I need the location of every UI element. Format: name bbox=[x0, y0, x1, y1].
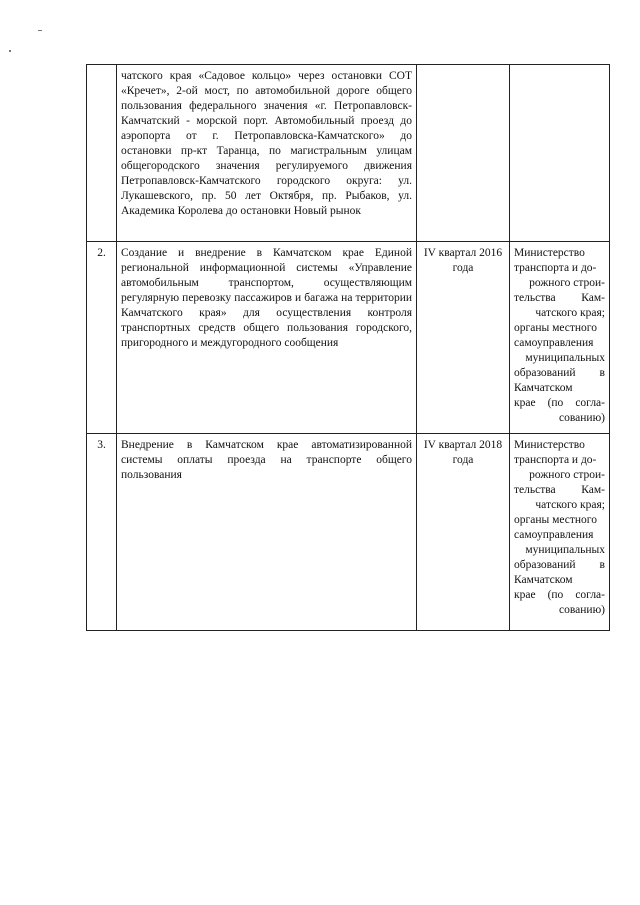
responsible-line: самоуправления bbox=[514, 337, 594, 349]
row-number: 3. bbox=[87, 434, 117, 631]
responsible-line: крае (по согла- bbox=[514, 397, 605, 409]
responsible-line: образований в bbox=[514, 367, 605, 379]
responsible-line: транспорта и до- bbox=[514, 262, 597, 274]
responsible-line: Министерство bbox=[514, 439, 585, 451]
row-number bbox=[87, 65, 117, 242]
deadline: IV квартал 2018 года bbox=[417, 434, 510, 631]
responsible-line: транспорта и до- bbox=[514, 454, 597, 466]
responsible-line: органы местного bbox=[514, 514, 597, 526]
responsible bbox=[510, 242, 610, 434]
responsible-line: чатского края; bbox=[535, 307, 605, 319]
measure-text: чатского края «Садовое кольцо» через остановки СОТ «Кречет», 2-ой мост, по автомобильной дороге общего пользования федерального значения «г. Петропавловск-Камчатский - морской порт. Автомобильный проезд до аэропорта от г. Петропавловска-Камчатского» до остановки пр-кт Таранца, по магистральным улицам общегородского значения регулируемого движения Петропавловск-Камчатского городского округа: ул. Лукашевского, пр. 50 лет Октября, пр. Рыбаков, ул. Академика Королева до остановки Новый рынок bbox=[121, 70, 412, 217]
deadline: IV квартал 2016 года bbox=[417, 242, 510, 434]
measure-description bbox=[117, 242, 417, 434]
responsible-line: рожного строи- bbox=[529, 469, 605, 481]
responsible-line: сованию) bbox=[559, 604, 605, 616]
table-row bbox=[87, 65, 610, 242]
responsible bbox=[510, 65, 610, 242]
responsible-line: Камчатском bbox=[514, 574, 573, 586]
responsible-line: муниципальных bbox=[525, 352, 605, 364]
scan-speck bbox=[9, 50, 11, 52]
responsible-line: сованию) bbox=[559, 412, 605, 424]
responsible-line: чатского края; bbox=[535, 499, 605, 511]
responsible-line: Министерство bbox=[514, 247, 585, 259]
responsible-line: образований в bbox=[514, 559, 605, 571]
measure-text: Внедрение в Камчатском крае автоматизированной системы оплаты проезда на транспорте общего пользования bbox=[121, 439, 412, 481]
measure-description bbox=[117, 65, 417, 242]
responsible-line: тельства Кам- bbox=[514, 292, 605, 304]
table-row bbox=[87, 434, 610, 631]
responsible-line: муниципальных bbox=[525, 544, 605, 556]
responsible-line: крае (по согла- bbox=[514, 589, 605, 601]
measure-text: Создание и внедрение в Камчатском крае Единой региональной информационной системы «Управление автомобильным транспортом, осуществляющим регулярную перевозку пассажиров и багажа на территории Камчатского края» для осуществления контроля транспортных средств общего пользования городского, пригородного и междугородного сообщения bbox=[121, 247, 412, 349]
responsible-line: тельства Кам- bbox=[514, 484, 605, 496]
responsible-line: самоуправления bbox=[514, 529, 594, 541]
responsible-line: рожного строи- bbox=[529, 277, 605, 289]
table-row bbox=[87, 242, 610, 434]
responsible-line: Камчатском bbox=[514, 382, 573, 394]
row-number: 2. bbox=[87, 242, 117, 434]
responsible bbox=[510, 434, 610, 631]
responsible-line: органы местного bbox=[514, 322, 597, 334]
deadline bbox=[417, 65, 510, 242]
measure-description bbox=[117, 434, 417, 631]
scan-mark bbox=[38, 30, 42, 31]
measures-table bbox=[86, 64, 610, 631]
